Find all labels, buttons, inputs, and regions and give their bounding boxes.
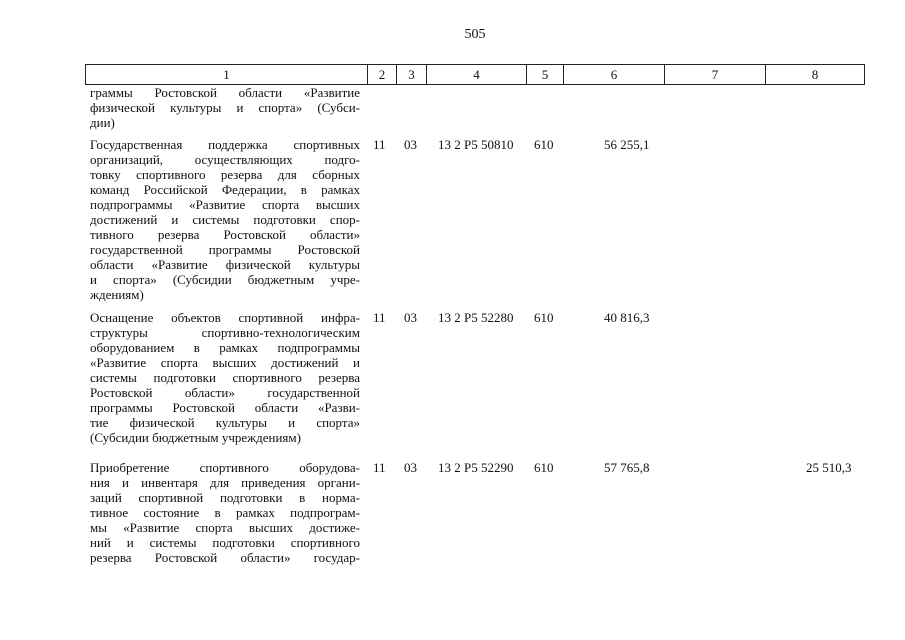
- description-line: достижений и системы подготовки спор-: [90, 212, 360, 227]
- cell-amount-6: 40 816,3: [604, 310, 650, 325]
- cell-subsection: 03: [404, 310, 417, 325]
- cell-subsection: 03: [404, 460, 417, 475]
- description-line: тивное состояние в рамках подпрограм-: [90, 505, 360, 520]
- description-line: программы Ростовской области «Разви-: [90, 400, 360, 415]
- description-line: ния и инвентаря для приведения органи-: [90, 475, 360, 490]
- page-number: 505: [464, 27, 486, 42]
- cell-expense-type: 610: [534, 310, 554, 325]
- table-row-description: [90, 460, 360, 565]
- header-col-8: 8: [811, 67, 819, 82]
- header-col-5: 5: [527, 65, 564, 84]
- description-line: дии): [90, 115, 115, 130]
- cell-section: 11: [373, 137, 386, 152]
- description-line: «Развитие спорта высших достижений и: [90, 355, 360, 370]
- cell-expense-type: 610: [534, 460, 554, 475]
- description-line: тие физической культуры и спорта»: [90, 415, 360, 430]
- cell-subsection: 03: [404, 137, 417, 152]
- description-line: подпрограммы «Развитие спорта высших: [90, 197, 360, 212]
- description-line: ний и системы подготовки спортивного: [90, 535, 360, 550]
- header-col-3: 3: [397, 65, 427, 84]
- description-line: мы «Развитие спорта высших достиже-: [90, 520, 360, 535]
- table-row-description: [90, 137, 360, 302]
- header-col-6: 6: [564, 65, 665, 84]
- description-line: и спорта» (Субсидии бюджетным учре-: [90, 272, 360, 287]
- cell-section: 11: [373, 310, 386, 325]
- description-line: команд Российской Федерации, в рамках: [90, 182, 360, 197]
- description-line: государственной программы Ростовской: [90, 242, 360, 257]
- header-col-7: 7: [665, 65, 766, 84]
- description-line: Оснащение объектов спортивной инфра-: [90, 310, 360, 325]
- description-line: заций спортивной подготовки в норма-: [90, 490, 360, 505]
- description-line: граммы Ростовской области «Развитие: [90, 85, 360, 100]
- cell-amount-6: 57 765,8: [604, 460, 650, 475]
- cell-target-article: 13 2 P5 52290: [438, 460, 514, 475]
- description-line: Государственная поддержка спортивных: [90, 137, 360, 152]
- description-line: физической культуры и спорта» (Субси-: [90, 100, 360, 115]
- cell-target-article: 13 2 P5 52280: [438, 310, 514, 325]
- description-line: Приобретение спортивного оборудова-: [90, 460, 360, 475]
- table-row-description: [90, 310, 360, 445]
- cell-expense-type: 610: [534, 137, 554, 152]
- description-line: структуры спортивно-технологическим: [90, 325, 360, 340]
- description-line: тивного резерва Ростовской области»: [90, 227, 360, 242]
- description-line: организаций, осуществляющих подго-: [90, 152, 360, 167]
- header-col-4: 4: [427, 65, 527, 84]
- header-col-1: 1: [86, 65, 368, 84]
- description-line: товку спортивного резерва для сборных: [90, 167, 360, 182]
- description-line: ждениям): [90, 287, 144, 302]
- description-line: резерва Ростовской области» государ-: [90, 550, 360, 565]
- header-col-2: 2: [368, 65, 397, 84]
- description-line: системы подготовки спортивного резерва: [90, 370, 360, 385]
- cell-section: 11: [373, 460, 386, 475]
- description-line: оборудованием в рамках подпрограммы: [90, 340, 360, 355]
- description-line: (Субсидии бюджетным учреждениям): [90, 430, 301, 445]
- description-line: области «Развитие физической культуры: [90, 257, 360, 272]
- description-line: Ростовской области» государственной: [90, 385, 360, 400]
- cell-amount-8: 25 510,3: [806, 460, 852, 475]
- cell-amount-6: 56 255,1: [604, 137, 650, 152]
- cell-target-article: 13 2 P5 50810: [438, 137, 514, 152]
- table-header: [85, 64, 865, 85]
- table-row-description: [90, 85, 360, 130]
